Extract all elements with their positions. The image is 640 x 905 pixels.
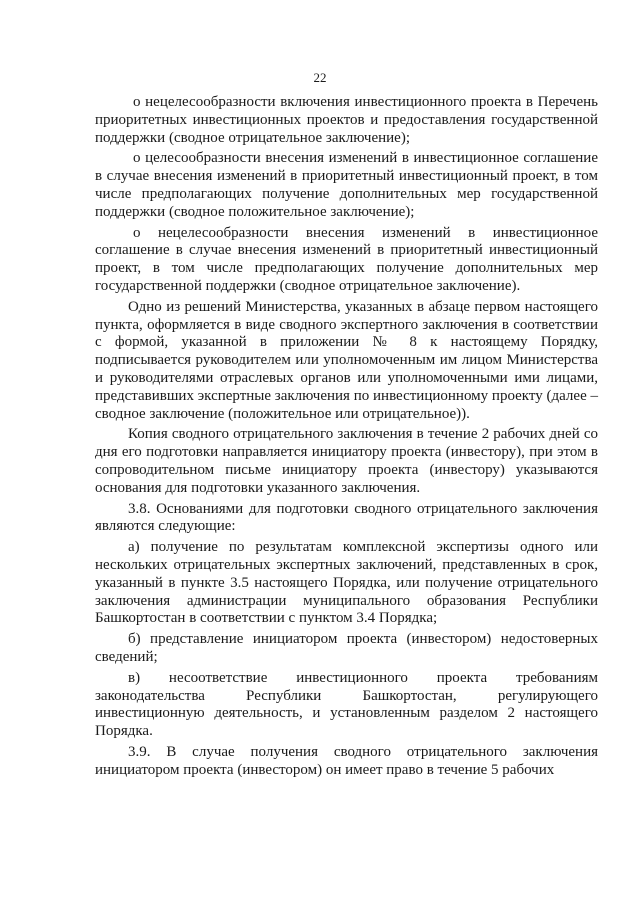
paragraph-section-3-9: 3.9. В случае получения сводного отрицательного заключения инициатором проекта (инвестором) он имеет право в течение 5 рабочих <box>95 743 598 778</box>
paragraph-section-3-8: 3.8. Основаниями для подготовки сводного отрицательного заключения являются следующие: <box>95 500 598 535</box>
paragraph-item-b: б) представление инициатором проекта (инвестором) недостоверных сведений; <box>95 631 598 665</box>
paragraph-summary-conclusion: Одно из решений Министерства, указанных в абзаце первом настоящего пункта, оформляется в виде сводного экспертного заключения в соответствии с формой, указанной в приложении № 8 к настоящему Порядку, подписывается руководителем или уполномоченным им лицом Министерства и руководителями отраслевых органов или уполномоченными ими лицами, представивших экспертные заключения по инвестиционному проекту (далее – сводное заключение (положительное или отрицательное)). <box>95 298 598 422</box>
page-number: 22 <box>313 70 327 85</box>
paragraph-item-a: а) получение по результатам комплексной экспертизы одного или нескольких отрицательных экспертных заключений, представленных в срок, указанный в пункте 3.5 настоящего Порядка, или получение отрицательного заключения администрации муниципального образования Республики Башкортостан в соответствии с пунктом 3.4 Порядка; <box>95 539 598 627</box>
paragraph-item-c: в) несоответствие инвестиционного проекта требованиям законодательства Республики Башкортостан, регулирующего инвестиционную деятельность, и установленным разделом 2 настоящего Порядка. <box>95 669 598 740</box>
paragraph-negative-copy: Копия сводного отрицательного заключения в течение 2 рабочих дней со дня его подготовки направляется инициатору проекта (инвестору), при этом в сопроводительном письме инициатору проекта (инвестору) указываются основания для подготовки указанного заключения. <box>95 426 598 496</box>
document-body <box>95 94 598 782</box>
paragraph-inexpedient-amendment: о нецелесообразности внесения изменений в инвестиционное соглашение в случае внесения изменений в приоритетный инвестиционный проект, в том числе предполагающих получение дополнительных мер государственной поддержки (сводное отрицательное заключение). <box>95 224 598 294</box>
paragraph-expedient-amendment: о целесообразности внесения изменений в инвестиционное соглашение в случае внесения изменений в приоритетный инвестиционный проект, в том числе предполагающих получение дополнительных мер государственной поддержки (сводное положительное заключение); <box>95 150 598 220</box>
paragraph-inexpedient-inclusion: о нецелесообразности включения инвестиционного проекта в Перечень приоритетных инвестиционных проектов и предоставления государственной поддержки (сводное отрицательное заключение); <box>95 94 598 146</box>
